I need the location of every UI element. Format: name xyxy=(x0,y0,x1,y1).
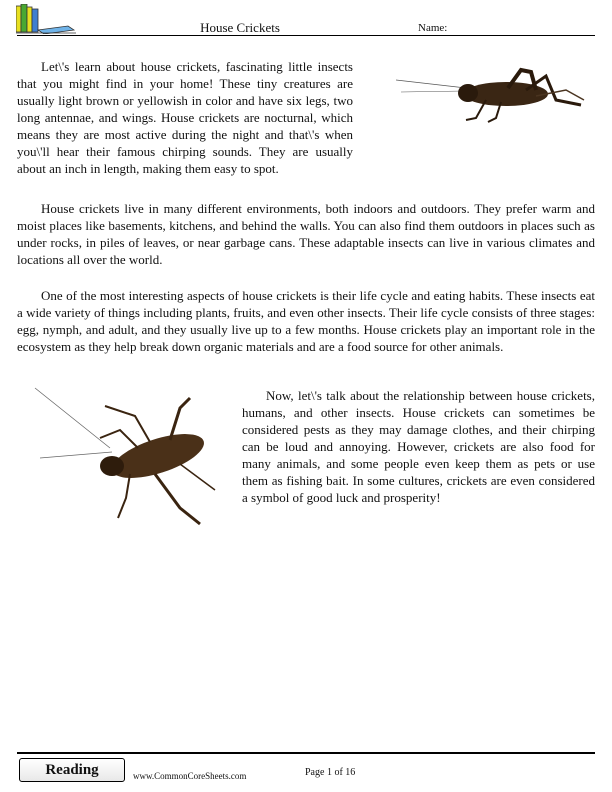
footer-rule xyxy=(17,752,595,754)
paragraph-2-text: House crickets live in many different environments, both indoors and outdoors. They prefer warm and moist places like basements, kitchens, and behind the walls. You can also find them outdoors in places such as under rocks, in piles of leaves, or near garbage cans. These adaptable insects can live in various climates and locations all over the world. xyxy=(17,201,595,267)
books-icon xyxy=(16,4,76,34)
website-link[interactable]: www.CommonCoreSheets.com xyxy=(133,771,247,781)
worksheet-header xyxy=(0,0,612,40)
paragraph-3-text: One of the most interesting aspects of house crickets is their life cycle and eating habits. These insects eat a wide variety of things including plants, fruits, and even other insects. Their life cycle consists of three stages: egg, nymph, and adult, and they usually live up to a few months. House crickets play an important role in the ecosystem as they help break down organic materials and are a food source for other animals. xyxy=(17,288,595,354)
image-float-spacer xyxy=(365,58,595,146)
paragraph-4 xyxy=(242,387,595,506)
paragraph-1 xyxy=(17,58,595,177)
subject-badge: Reading xyxy=(19,758,125,782)
paragraph-4-text: Now, let\'s talk about the relationship between house crickets, humans, and other insects. House crickets can sometimes be considered pests as they may damage clothes, and their chirping can be loud and annoying. However, crickets are also food for many animals, and some people even keep them as pets or use them as fishing bait. In some cultures, crickets are even considered a symbol of good luck and prosperity! xyxy=(242,388,595,505)
page-number: Page 1 of 16 xyxy=(305,767,356,778)
paragraph-2 xyxy=(17,200,595,268)
paragraph-3 xyxy=(17,287,595,355)
cricket-top-view-image xyxy=(30,378,230,528)
worksheet-title: House Crickets xyxy=(200,20,280,35)
name-label: Name: xyxy=(418,22,448,34)
header-rule xyxy=(17,35,595,36)
paragraph-1-text: Let\'s learn about house crickets, fascinating little insects that you might find in your home! These tiny creatures are usually light brown or yellowish in color and have six legs, two long antennae, and wings. House crickets are nocturnal, which means they are most active during the night and that\'s when you\'ll hear their famous chirping sounds. They are usually about an inch in length, making them easy to spot. xyxy=(17,59,353,176)
